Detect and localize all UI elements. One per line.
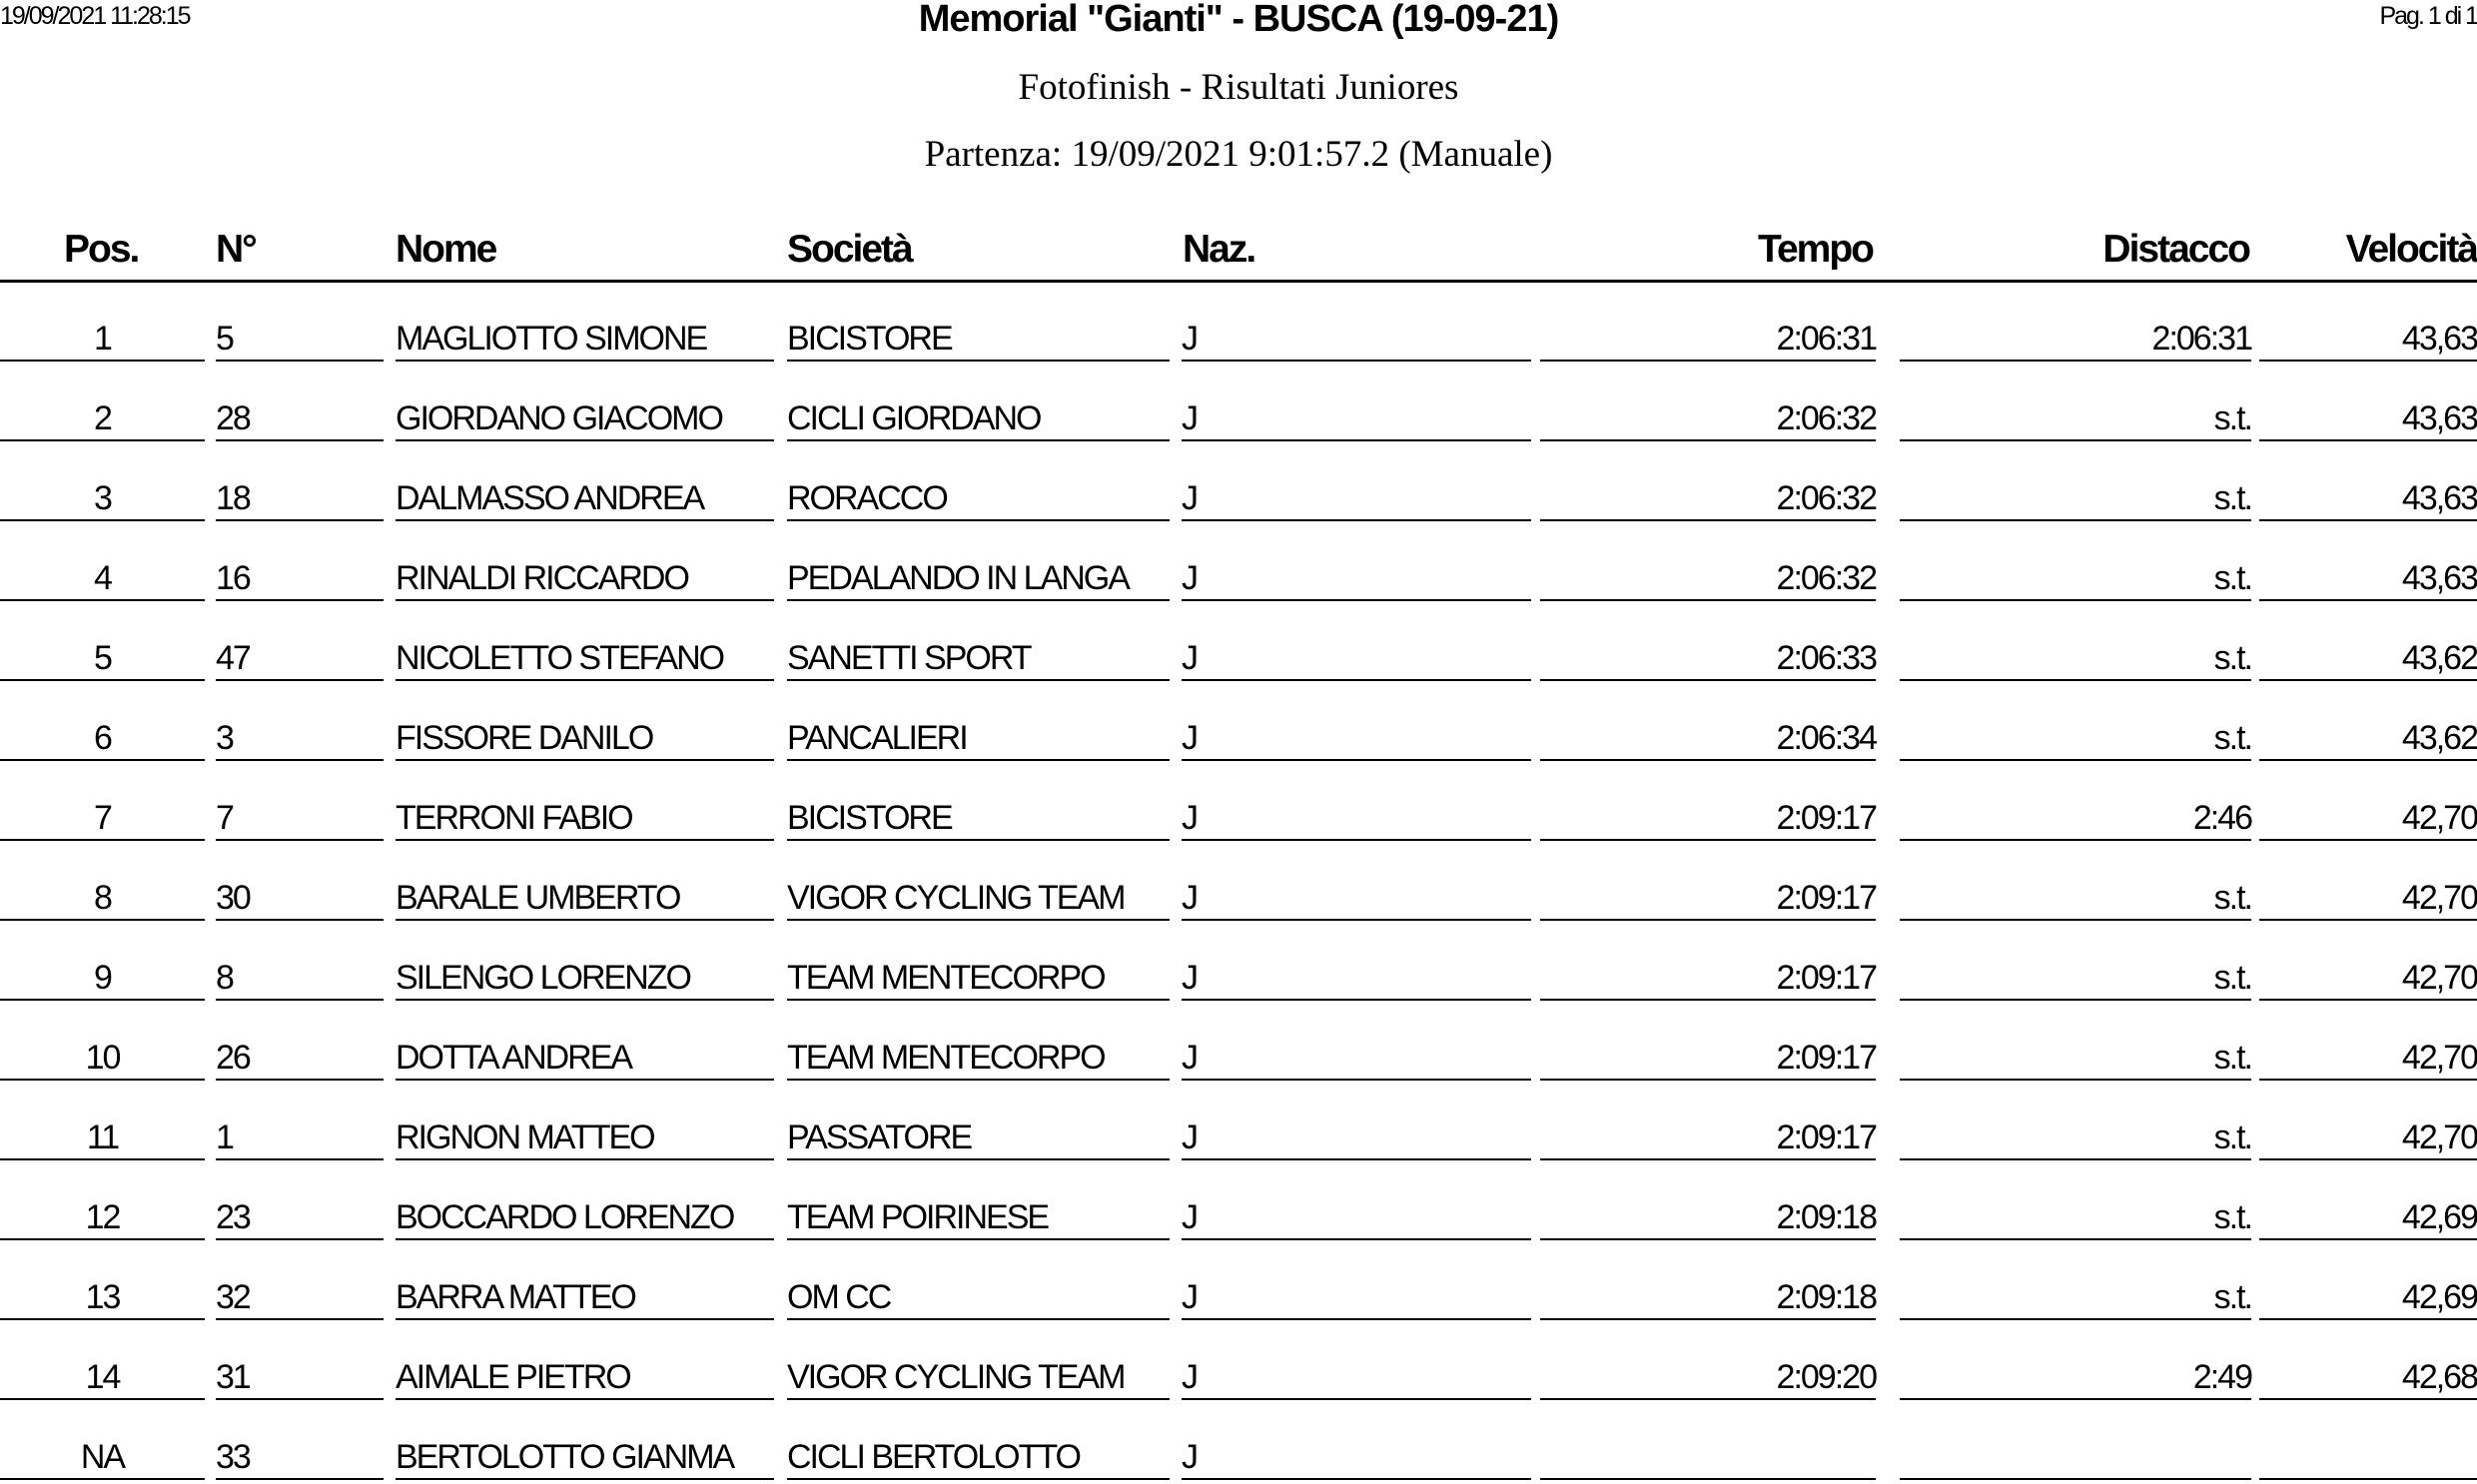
time-cell-text: 2:09:17 — [1776, 1039, 1876, 1077]
nationality-cell-text: J — [1182, 479, 1197, 517]
time-cell-text: 2:09:17 — [1776, 799, 1876, 837]
name-cell-text: DALMASSO ANDREA — [396, 479, 704, 517]
pos-cell — [0, 841, 205, 921]
time-cell — [1540, 1001, 1876, 1081]
pos-cell — [0, 362, 205, 441]
name-cell-text: AIMALE PIETRO — [396, 1358, 630, 1396]
time-cell-text: 2:06:33 — [1776, 639, 1876, 677]
pos-cell — [0, 1320, 205, 1400]
name-cell-text: BARALE UMBERTO — [396, 879, 680, 917]
time-cell — [1540, 841, 1876, 921]
gap-cell-text: s.t. — [2213, 399, 2251, 437]
number-cell-text: 1 — [216, 1118, 233, 1156]
pos-cell-text: 14 — [85, 1358, 120, 1396]
time-cell — [1540, 1320, 1876, 1400]
team-cell — [787, 681, 1170, 761]
nationality-cell-text: J — [1182, 799, 1197, 837]
name-cell-text: SILENGO LORENZO — [396, 959, 690, 997]
speed-cell-text: 42,70 — [2401, 879, 2477, 917]
time-cell-text: 2:06:34 — [1776, 719, 1876, 757]
time-cell-text: 2:06:31 — [1776, 320, 1876, 358]
number-cell-text: 30 — [216, 879, 250, 917]
number-cell — [216, 1240, 384, 1320]
pos-cell — [0, 601, 205, 681]
number-cell-text: 18 — [216, 479, 250, 517]
team-cell-text: RORACCO — [787, 479, 947, 517]
number-cell — [216, 681, 384, 761]
gap-cell-text: s.t. — [2213, 1278, 2251, 1316]
team-cell — [787, 441, 1170, 521]
time-cell — [1540, 521, 1876, 601]
nationality-cell — [1182, 1320, 1531, 1400]
name-cell-text: BERTOLOTTO GIANMA — [396, 1438, 734, 1476]
print-datetime: 19/09/2021 11:28:15 — [0, 2, 190, 30]
team-cell-text: VIGOR CYCLING TEAM — [787, 879, 1125, 917]
pos-cell — [0, 681, 205, 761]
table-row — [0, 1240, 2477, 1320]
name-cell-text: BARRA MATTEO — [396, 1278, 635, 1316]
time-cell — [1540, 362, 1876, 441]
number-cell — [216, 761, 384, 841]
nationality-cell-text: J — [1182, 1118, 1197, 1156]
name-cell — [396, 1240, 774, 1320]
team-cell-text: OM CC — [787, 1278, 891, 1316]
team-cell — [787, 761, 1170, 841]
name-cell — [396, 1320, 774, 1400]
team-cell-text: BICISTORE — [787, 799, 952, 837]
gap-cell — [1900, 362, 2251, 441]
pos-cell — [0, 282, 205, 362]
speed-cell — [2259, 1001, 2477, 1081]
team-cell-text: PASSATORE — [787, 1118, 972, 1156]
header-pos: Pos. — [64, 228, 139, 271]
race-title: Memorial "Gianti" - BUSCA (19-09-21) — [918, 0, 1559, 40]
nationality-cell — [1182, 1400, 1531, 1480]
number-cell — [216, 1081, 384, 1160]
pos-cell-text: 13 — [85, 1278, 120, 1316]
table-row — [0, 362, 2477, 441]
time-cell — [1540, 1081, 1876, 1160]
pos-cell — [0, 1081, 205, 1160]
nationality-cell — [1182, 761, 1531, 841]
pos-cell-text: 12 — [85, 1198, 120, 1236]
speed-cell-text: 43,63 — [2401, 320, 2477, 358]
team-cell — [787, 841, 1170, 921]
nationality-cell-text: J — [1182, 1198, 1197, 1236]
nationality-cell-text: J — [1182, 320, 1197, 358]
number-cell-text: 31 — [216, 1358, 250, 1396]
pos-cell-text: 1 — [94, 320, 111, 358]
team-cell — [787, 1160, 1170, 1240]
nationality-cell-text: J — [1182, 879, 1197, 917]
number-cell-text: 32 — [216, 1278, 250, 1316]
nationality-cell — [1182, 921, 1531, 1001]
time-cell-text: 2:06:32 — [1776, 479, 1876, 517]
time-cell — [1540, 1160, 1876, 1240]
table-row — [0, 1001, 2477, 1081]
time-cell — [1540, 441, 1876, 521]
time-cell — [1540, 601, 1876, 681]
gap-cell — [1900, 681, 2251, 761]
nationality-cell-text: J — [1182, 399, 1197, 437]
nationality-cell — [1182, 441, 1531, 521]
speed-cell-text: 42,70 — [2401, 959, 2477, 997]
name-cell-text: BOCCARDO LORENZO — [396, 1198, 734, 1236]
speed-cell — [2259, 1081, 2477, 1160]
speed-cell-text: 42,70 — [2401, 1118, 2477, 1156]
speed-cell-text: 42,68 — [2401, 1358, 2477, 1396]
name-cell — [396, 681, 774, 761]
pos-cell-text: 9 — [94, 959, 111, 997]
number-cell-text: 16 — [216, 559, 250, 597]
team-cell-text: CICLI BERTOLOTTO — [787, 1438, 1080, 1476]
table-row — [0, 1081, 2477, 1160]
gap-cell — [1900, 761, 2251, 841]
pos-cell — [0, 441, 205, 521]
table-row — [0, 1400, 2477, 1480]
nationality-cell — [1182, 601, 1531, 681]
number-cell — [216, 521, 384, 601]
pos-cell — [0, 1001, 205, 1081]
time-cell — [1540, 681, 1876, 761]
gap-cell-text: 2:49 — [2192, 1358, 2251, 1396]
time-cell — [1540, 282, 1876, 362]
gap-cell-text: 2:46 — [2192, 799, 2251, 837]
nationality-cell-text: J — [1182, 719, 1197, 757]
speed-cell — [2259, 841, 2477, 921]
time-cell-text: 2:06:32 — [1776, 399, 1876, 437]
number-cell-text: 5 — [216, 320, 233, 358]
table-row — [0, 282, 2477, 362]
number-cell-text: 8 — [216, 959, 233, 997]
number-cell-text: 3 — [216, 719, 233, 757]
nationality-cell — [1182, 1240, 1531, 1320]
pos-cell-text: 11 — [86, 1118, 119, 1156]
gap-cell — [1900, 1400, 2251, 1480]
gap-cell-text: s.t. — [2213, 1039, 2251, 1077]
name-cell-text: TERRONI FABIO — [396, 799, 632, 837]
pos-cell-text: NA — [80, 1438, 125, 1476]
header-number: N° — [216, 228, 256, 271]
number-cell-text: 7 — [216, 799, 233, 837]
time-cell-text: 2:09:20 — [1776, 1358, 1876, 1396]
gap-cell-text: s.t. — [2213, 559, 2251, 597]
header-nationality: Naz. — [1183, 228, 1255, 271]
number-cell-text: 28 — [216, 399, 250, 437]
nationality-cell — [1182, 681, 1531, 761]
pos-cell — [0, 521, 205, 601]
gap-cell-text: s.t. — [2213, 479, 2251, 517]
number-cell — [216, 282, 384, 362]
number-cell-text: 47 — [216, 639, 250, 677]
speed-cell — [2259, 681, 2477, 761]
gap-cell — [1900, 1160, 2251, 1240]
nationality-cell-text: J — [1182, 1438, 1197, 1476]
team-cell-text: TEAM POIRINESE — [787, 1198, 1049, 1236]
nationality-cell — [1182, 521, 1531, 601]
team-cell-text: PANCALIERI — [787, 719, 967, 757]
team-cell-text: BICISTORE — [787, 320, 952, 358]
pos-cell-text: 7 — [94, 799, 111, 837]
table-row — [0, 841, 2477, 921]
name-cell — [396, 921, 774, 1001]
number-cell-text: 23 — [216, 1198, 250, 1236]
nationality-cell-text: J — [1182, 1278, 1197, 1316]
header-name: Nome — [396, 228, 496, 271]
nationality-cell-text: J — [1182, 1039, 1197, 1077]
pos-cell-text: 10 — [85, 1039, 120, 1077]
gap-cell-text: s.t. — [2213, 719, 2251, 757]
table-row — [0, 521, 2477, 601]
speed-cell-text: 43,63 — [2401, 559, 2477, 597]
pos-cell — [0, 1400, 205, 1480]
time-cell — [1540, 761, 1876, 841]
start-info: Partenza: 19/09/2021 9:01:57.2 (Manuale) — [924, 134, 1553, 175]
pos-cell — [0, 1160, 205, 1240]
nationality-cell — [1182, 362, 1531, 441]
number-cell-text: 33 — [216, 1438, 250, 1476]
time-cell-text: 2:06:32 — [1776, 559, 1876, 597]
results-subtitle: Fotofinish - Risultati Juniores — [1018, 67, 1459, 108]
time-cell — [1540, 1400, 1876, 1480]
time-cell — [1540, 1240, 1876, 1320]
team-cell — [787, 921, 1170, 1001]
team-cell — [787, 282, 1170, 362]
speed-cell — [2259, 1320, 2477, 1400]
name-cell — [396, 1400, 774, 1480]
team-cell — [787, 362, 1170, 441]
nationality-cell-text: J — [1182, 639, 1197, 677]
team-cell-text: TEAM MENTECORPO — [787, 959, 1105, 997]
speed-cell-text: 43,62 — [2401, 719, 2477, 757]
time-cell-text: 2:09:17 — [1776, 879, 1876, 917]
time-cell — [1540, 921, 1876, 1001]
table-row — [0, 1320, 2477, 1400]
speed-cell — [2259, 601, 2477, 681]
name-cell — [396, 761, 774, 841]
gap-cell — [1900, 1320, 2251, 1400]
team-cell-text: TEAM MENTECORPO — [787, 1039, 1105, 1077]
gap-cell — [1900, 601, 2251, 681]
name-cell-text: RINALDI RICCARDO — [396, 559, 688, 597]
team-cell — [787, 1400, 1170, 1480]
speed-cell — [2259, 1240, 2477, 1320]
nationality-cell-text: J — [1182, 959, 1197, 997]
speed-cell-text: 43,63 — [2401, 399, 2477, 437]
nationality-cell-text: J — [1182, 1358, 1197, 1396]
name-cell — [396, 1081, 774, 1160]
header-speed: Velocità — [2345, 228, 2477, 271]
speed-cell — [2259, 282, 2477, 362]
gap-cell-text: s.t. — [2213, 639, 2251, 677]
number-cell — [216, 441, 384, 521]
gap-cell — [1900, 1081, 2251, 1160]
speed-cell — [2259, 1160, 2477, 1240]
name-cell — [396, 521, 774, 601]
gap-cell — [1900, 282, 2251, 362]
nationality-cell — [1182, 282, 1531, 362]
team-cell — [787, 601, 1170, 681]
number-cell — [216, 921, 384, 1001]
speed-cell-text: 42,70 — [2401, 799, 2477, 837]
name-cell-text: MAGLIOTTO SIMONE — [396, 320, 707, 358]
gap-cell — [1900, 841, 2251, 921]
gap-cell — [1900, 441, 2251, 521]
nationality-cell — [1182, 1001, 1531, 1081]
speed-cell — [2259, 521, 2477, 601]
pos-cell-text: 5 — [94, 639, 111, 677]
speed-cell-text: 43,63 — [2401, 479, 2477, 517]
number-cell — [216, 1320, 384, 1400]
name-cell-text: RIGNON MATTEO — [396, 1118, 654, 1156]
name-cell — [396, 362, 774, 441]
name-cell — [396, 282, 774, 362]
pos-cell-text: 4 — [94, 559, 111, 597]
number-cell — [216, 841, 384, 921]
table-row — [0, 441, 2477, 521]
nationality-cell — [1182, 1160, 1531, 1240]
speed-cell — [2259, 921, 2477, 1001]
name-cell-text: NICOLETTO STEFANO — [396, 639, 724, 677]
number-cell — [216, 601, 384, 681]
speed-cell-text: 43,62 — [2401, 639, 2477, 677]
team-cell-text: SANETTI SPORT — [787, 639, 1031, 677]
nationality-cell-text: J — [1182, 559, 1197, 597]
nationality-cell — [1182, 1081, 1531, 1160]
gap-cell-text: s.t. — [2213, 959, 2251, 997]
pos-cell-text: 6 — [94, 719, 111, 757]
gap-cell-text: s.t. — [2213, 1118, 2251, 1156]
name-cell-text: GIORDANO GIACOMO — [396, 399, 722, 437]
name-cell — [396, 841, 774, 921]
team-cell — [787, 1320, 1170, 1400]
table-row — [0, 681, 2477, 761]
team-cell — [787, 1240, 1170, 1320]
time-cell-text: 2:09:17 — [1776, 1118, 1876, 1156]
header-team: Società — [787, 228, 912, 271]
gap-cell — [1900, 1240, 2251, 1320]
gap-cell-text: 2:06:31 — [2151, 320, 2251, 358]
table-row — [0, 1160, 2477, 1240]
table-row — [0, 921, 2477, 1001]
pos-cell-text: 3 — [94, 479, 111, 517]
speed-cell-text: 42,69 — [2401, 1198, 2477, 1236]
speed-cell — [2259, 441, 2477, 521]
time-cell-text: 2:09:18 — [1776, 1198, 1876, 1236]
name-cell — [396, 441, 774, 521]
header-time: Tempo — [1758, 228, 1873, 271]
team-cell-text: PEDALANDO IN LANGA — [787, 559, 1129, 597]
name-cell-text: FISSORE DANILO — [396, 719, 653, 757]
pos-cell — [0, 761, 205, 841]
team-cell-text: VIGOR CYCLING TEAM — [787, 1358, 1125, 1396]
table-row — [0, 761, 2477, 841]
number-cell — [216, 1160, 384, 1240]
number-cell — [216, 1001, 384, 1081]
nationality-cell — [1182, 841, 1531, 921]
gap-cell — [1900, 921, 2251, 1001]
table-row — [0, 601, 2477, 681]
speed-cell-text: 42,70 — [2401, 1039, 2477, 1077]
gap-cell-text: s.t. — [2213, 879, 2251, 917]
pos-cell — [0, 1240, 205, 1320]
time-cell-text: 2:09:17 — [1776, 959, 1876, 997]
gap-cell — [1900, 521, 2251, 601]
time-cell-text: 2:09:18 — [1776, 1278, 1876, 1316]
page-number: Pag. 1 di 1 — [2379, 2, 2477, 30]
speed-cell-text: 42,69 — [2401, 1278, 2477, 1316]
name-cell-text: DOTTA ANDREA — [396, 1039, 632, 1077]
header-gap: Distacco — [2102, 228, 2249, 271]
speed-cell — [2259, 1400, 2477, 1480]
pos-cell — [0, 921, 205, 1001]
team-cell — [787, 1001, 1170, 1081]
number-cell — [216, 362, 384, 441]
team-cell — [787, 1081, 1170, 1160]
number-cell-text: 26 — [216, 1039, 250, 1077]
number-cell — [216, 1400, 384, 1480]
pos-cell-text: 2 — [94, 399, 111, 437]
speed-cell — [2259, 761, 2477, 841]
team-cell-text: CICLI GIORDANO — [787, 399, 1041, 437]
speed-cell — [2259, 362, 2477, 441]
name-cell — [396, 1001, 774, 1081]
name-cell — [396, 1160, 774, 1240]
name-cell — [396, 601, 774, 681]
gap-cell — [1900, 1001, 2251, 1081]
team-cell — [787, 521, 1170, 601]
pos-cell-text: 8 — [94, 879, 111, 917]
gap-cell-text: s.t. — [2213, 1198, 2251, 1236]
